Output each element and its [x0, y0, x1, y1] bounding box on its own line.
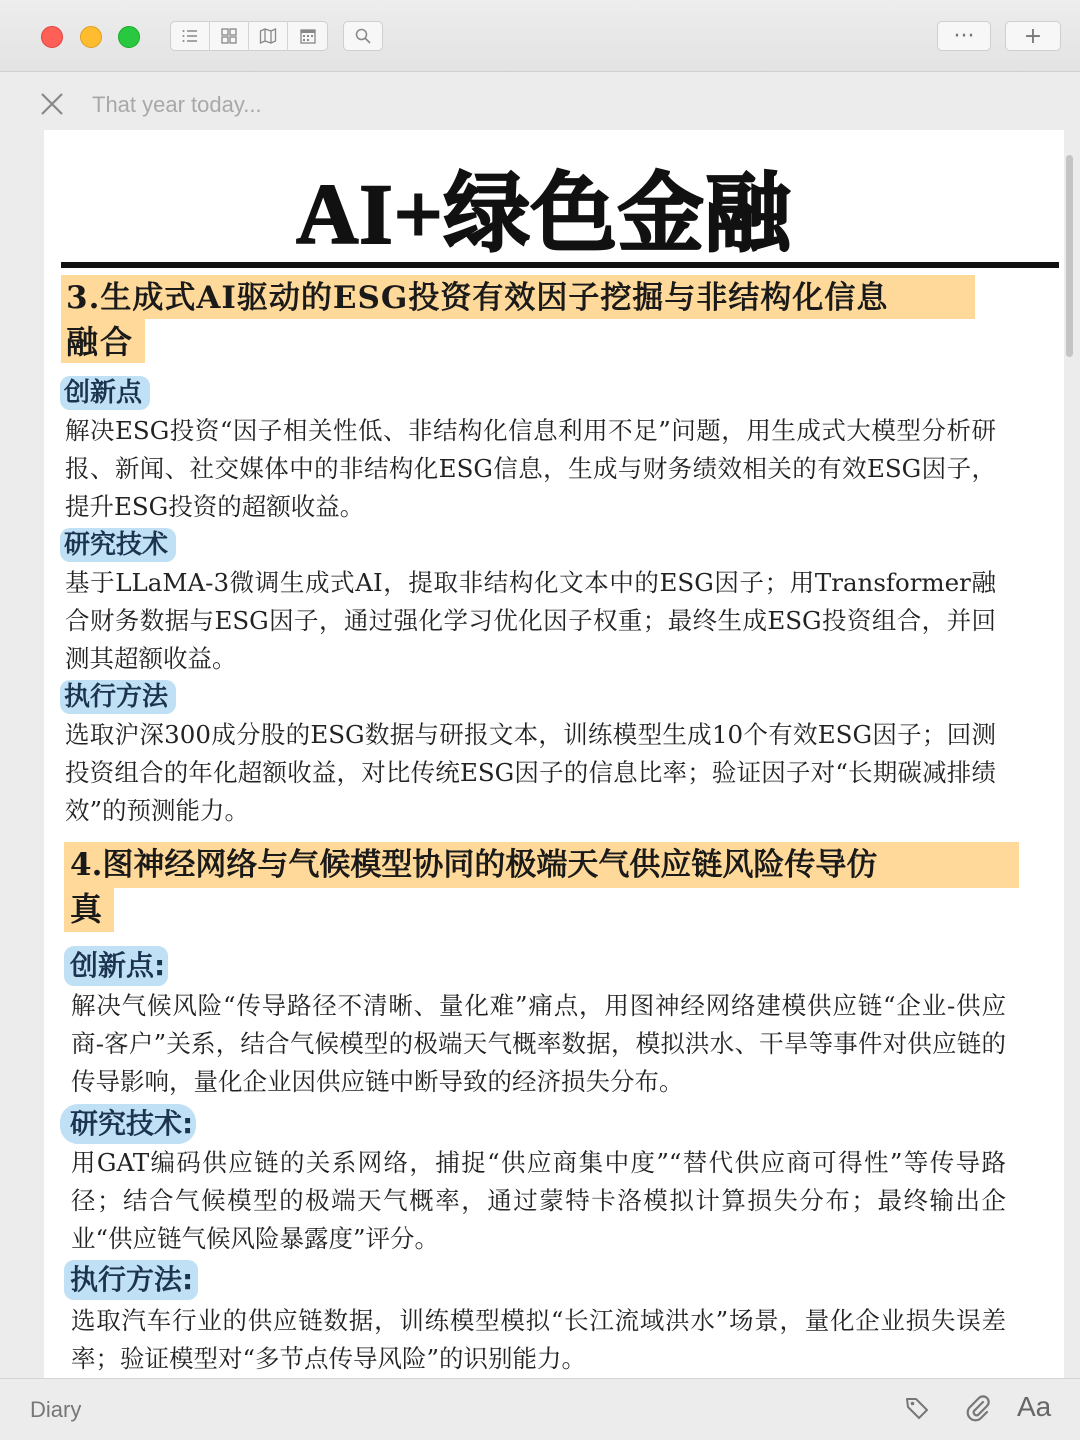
view-mode-toolbar: [170, 21, 328, 51]
vertical-scrollbar[interactable]: [1066, 155, 1073, 357]
more-options-button[interactable]: [937, 21, 991, 51]
search-icon: [354, 27, 372, 45]
tag-icon[interactable]: [902, 1393, 932, 1423]
plus-icon: +: [1023, 23, 1043, 49]
section3-method-text: 选取沪深300成分股的ESG数据与研报文本，训练模型生成10个有效ESG因子；回测投资组合的年化超额收益，对比传统ESG因子的信息比率；验证因子对“长期碳减排绩效”的预测能力。: [65, 720, 996, 825]
entry-content[interactable]: [44, 130, 1064, 1378]
section3-innovation-label: 创新点: [64, 378, 143, 408]
more-icon: ···: [953, 23, 975, 49]
calendar-icon: [299, 27, 317, 45]
grid-view-button[interactable]: [210, 22, 249, 50]
section3-method-label: 执行方法: [64, 682, 169, 712]
journal-selector[interactable]: Diary: [30, 1397, 82, 1422]
window-titlebar: [0, 0, 1080, 72]
section4-heading-line1: 4.图神经网络与气候模型协同的极端天气供应链风险传导仿: [70, 847, 878, 883]
section3-innovation-text: 解决ESG投资“因子相关性低、非结构化信息利用不足”问题，用生成式大模型分析研报、新闻、社交媒体中的非结构化ESG信息，生成与财务绩效相关的有效ESG因子，提升ESG投资的超额收益。: [65, 416, 996, 521]
section3-heading-line1: 3.生成式AI驱动的ESG投资有效因子挖掘与非结构化信息: [66, 280, 889, 316]
search-button[interactable]: [343, 21, 383, 51]
grid-icon: [220, 27, 238, 45]
zoom-window-button[interactable]: [118, 26, 140, 48]
section4-method-text: 选取汽车行业的供应链数据，训练模型模拟“长江流域洪水”场景，量化企业损失误差率；验证模型对“多节点传导风险”的识别能力。: [71, 1306, 1006, 1373]
section4-innovation-label: 创新点:: [70, 949, 166, 982]
attachment-icon[interactable]: [963, 1393, 993, 1423]
entry-header: [0, 72, 1080, 130]
section4-innovation-text: 解决气候风险“传导路径不清晰、量化难”痛点，用图神经网络建模供应链“企业-供应商-客户”关系，结合气候模型的极端天气概率数据，模拟洪水、干旱等事件对供应链的传导影响，量化企业因供应链中断导致的经济损失分布。: [71, 991, 1006, 1096]
close-window-button[interactable]: [41, 26, 63, 48]
title-divider: [61, 262, 1059, 268]
section3-technique-text: 基于LLaMA-3微调生成式AI，提取非结构化文本中的ESG因子；用Transformer融合财务数据与ESG因子，通过强化学习优化因子权重；最终生成ESG投资组合，并回测其超额收益。: [65, 568, 996, 673]
section4-heading-line2: 真: [70, 890, 105, 928]
section3-heading-line2: 融合: [66, 323, 135, 361]
calendar-view-button[interactable]: [288, 22, 327, 50]
section3-technique-label: 研究技术: [64, 530, 169, 560]
list-view-button[interactable]: [171, 22, 210, 50]
section4-method-label: 执行方法:: [70, 1263, 194, 1296]
section4-technique-label: 研究技术:: [70, 1107, 194, 1140]
minimize-window-button[interactable]: [80, 26, 102, 48]
entry-footer: [0, 1378, 1080, 1440]
add-entry-button[interactable]: [1005, 21, 1061, 51]
text-format-button[interactable]: Aa: [1017, 1391, 1052, 1422]
entry-title-input[interactable]: That year today...: [92, 92, 262, 117]
close-entry-icon[interactable]: [40, 92, 64, 116]
document-title: AI+绿色金融: [296, 166, 792, 262]
map-view-button[interactable]: [249, 22, 288, 50]
list-icon: [181, 27, 199, 45]
section4-technique-text: 用GAT编码供应链的关系网络，捕捉“供应商集中度”“替代供应商可得性”等传导路径；结合气候模型的极端天气概率，通过蒙特卡洛模拟计算损失分布；最终输出企业“供应链气候风险暴露度”评分。: [71, 1148, 1006, 1253]
map-icon: [259, 27, 277, 45]
